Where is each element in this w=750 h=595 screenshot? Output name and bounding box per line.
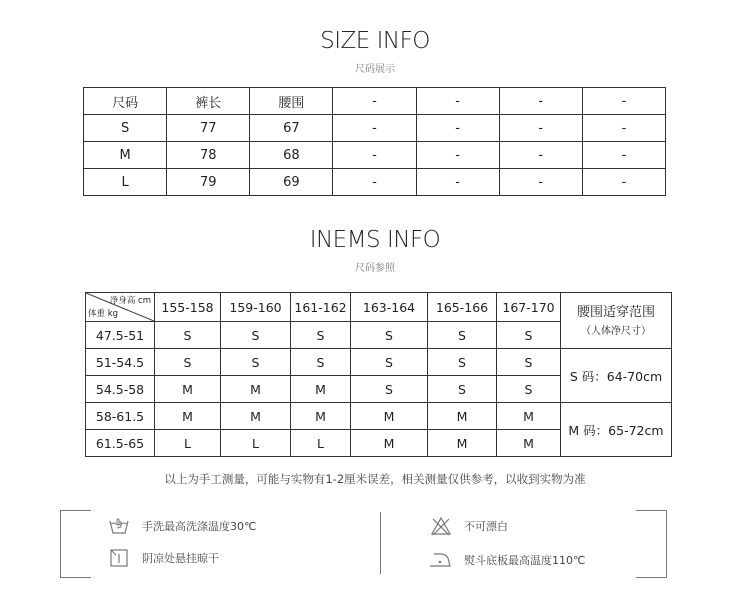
weight-axis-label: 体重 kg: [88, 309, 119, 319]
size-cell: M: [351, 430, 428, 457]
care-frame-divider: [380, 512, 381, 574]
table-cell: S: [84, 115, 167, 142]
table-header-cell: -: [582, 88, 665, 115]
table-header-cell: -: [416, 88, 499, 115]
weight-cell: 58-61.5: [86, 403, 155, 430]
size-cell: L: [221, 430, 291, 457]
size-cell: S: [497, 322, 561, 349]
no-bleach-icon: [430, 516, 452, 536]
size-cell: M: [221, 376, 291, 403]
table-cell: 69: [250, 169, 333, 196]
waist-range-subheader: （人体净尺寸）: [581, 326, 651, 337]
size-cell: S: [155, 322, 221, 349]
care-item-iron: [428, 550, 585, 570]
size-cell: L: [291, 430, 351, 457]
height-header-cell: 163-164: [351, 293, 428, 322]
table-cell: -: [499, 115, 582, 142]
size-cell: S: [291, 322, 351, 349]
size-cell: M: [351, 403, 428, 430]
table-row: [86, 349, 672, 376]
table-cell: M: [84, 142, 167, 169]
table-header-cell: -: [333, 88, 416, 115]
table-header-cell: 尺码: [84, 88, 167, 115]
size-cell: S: [497, 376, 561, 403]
size-cell: S: [428, 376, 497, 403]
table-cell: L: [84, 169, 167, 196]
table-cell: -: [582, 115, 665, 142]
care-frame-right: [636, 510, 667, 578]
shade-dry-icon: [108, 547, 130, 569]
fit-reference-table: [85, 292, 672, 457]
size-cell: M: [291, 403, 351, 430]
size-info-subtitle: 尺码展示: [355, 64, 395, 75]
table-header-row: [84, 88, 666, 115]
waist-range-m: M 码：65-72cm: [561, 403, 672, 457]
table-row: [86, 403, 672, 430]
iron-label: 熨斗底板最高温度110℃: [464, 554, 586, 567]
size-cell: S: [351, 322, 428, 349]
weight-cell: 51-54.5: [86, 349, 155, 376]
waist-range-header-cell: [561, 293, 672, 349]
size-cell: M: [291, 376, 351, 403]
height-header-cell: 165-166: [428, 293, 497, 322]
hand-wash-icon: [108, 516, 130, 536]
size-cell: M: [497, 403, 561, 430]
waist-range-header: 腰围适穿范围: [576, 305, 655, 320]
size-cell: M: [497, 430, 561, 457]
size-info-title: SIZE INFO: [320, 28, 430, 54]
table-cell: 79: [167, 169, 250, 196]
table-header-row: [86, 293, 672, 322]
table-cell: 68: [250, 142, 333, 169]
size-cell: S: [351, 349, 428, 376]
weight-cell: 61.5-65: [86, 430, 155, 457]
size-cell: S: [221, 349, 291, 376]
size-cell: M: [428, 403, 497, 430]
size-cell: S: [155, 349, 221, 376]
care-item-hand-wash: [108, 516, 256, 536]
table-cell: 77: [167, 115, 250, 142]
height-header-cell: 159-160: [221, 293, 291, 322]
size-cell: S: [497, 349, 561, 376]
height-header-cell: 161-162: [291, 293, 351, 322]
table-cell: -: [333, 115, 416, 142]
size-cell: L: [155, 430, 221, 457]
weight-cell: 54.5-58: [86, 376, 155, 403]
table-header-cell: 腰围: [250, 88, 333, 115]
table-cell: -: [333, 142, 416, 169]
table-cell: -: [499, 169, 582, 196]
table-cell: -: [582, 169, 665, 196]
table-row: [84, 142, 666, 169]
table-cell: -: [416, 115, 499, 142]
height-header-cell: 167-170: [497, 293, 561, 322]
inems-info-subtitle: 尺码参照: [355, 263, 395, 274]
hand-wash-label: 手洗最高洗涤温度30℃: [142, 520, 257, 533]
table-cell: 78: [167, 142, 250, 169]
weight-cell: 47.5-51: [86, 322, 155, 349]
waist-range-s: S 码：64-70cm: [561, 349, 672, 403]
table-header-cell: 裤长: [167, 88, 250, 115]
size-cell: M: [221, 403, 291, 430]
size-table: [83, 87, 666, 196]
table-cell: -: [416, 142, 499, 169]
table-row: [84, 169, 666, 196]
care-item-no-bleach: [430, 516, 508, 536]
no-bleach-label: 不可漂白: [464, 520, 508, 533]
size-cell: S: [291, 349, 351, 376]
table-cell: -: [582, 142, 665, 169]
table-header-cell: -: [499, 88, 582, 115]
measurement-note: 以上为手工测量，可能与实物有1-2厘米误差，相关测量仅供参考，以收到实物为准: [164, 472, 586, 486]
corner-header-cell: [86, 293, 155, 322]
inems-info-title: INEMS INFO: [309, 227, 441, 253]
size-cell: S: [221, 322, 291, 349]
care-item-shade-dry: [108, 547, 219, 569]
size-cell: S: [351, 376, 428, 403]
size-cell: S: [428, 322, 497, 349]
size-cell: S: [428, 349, 497, 376]
size-cell: M: [428, 430, 497, 457]
height-axis-label: 净身高 cm: [109, 296, 151, 306]
size-cell: M: [155, 376, 221, 403]
size-cell: M: [155, 403, 221, 430]
table-cell: 67: [250, 115, 333, 142]
table-cell: -: [416, 169, 499, 196]
height-header-cell: 155-158: [155, 293, 221, 322]
table-row: [84, 115, 666, 142]
care-frame-left: [60, 510, 91, 578]
iron-icon: [428, 550, 452, 570]
table-cell: -: [499, 142, 582, 169]
table-cell: -: [333, 169, 416, 196]
shade-dry-label: 阴凉处悬挂晾干: [142, 552, 219, 565]
